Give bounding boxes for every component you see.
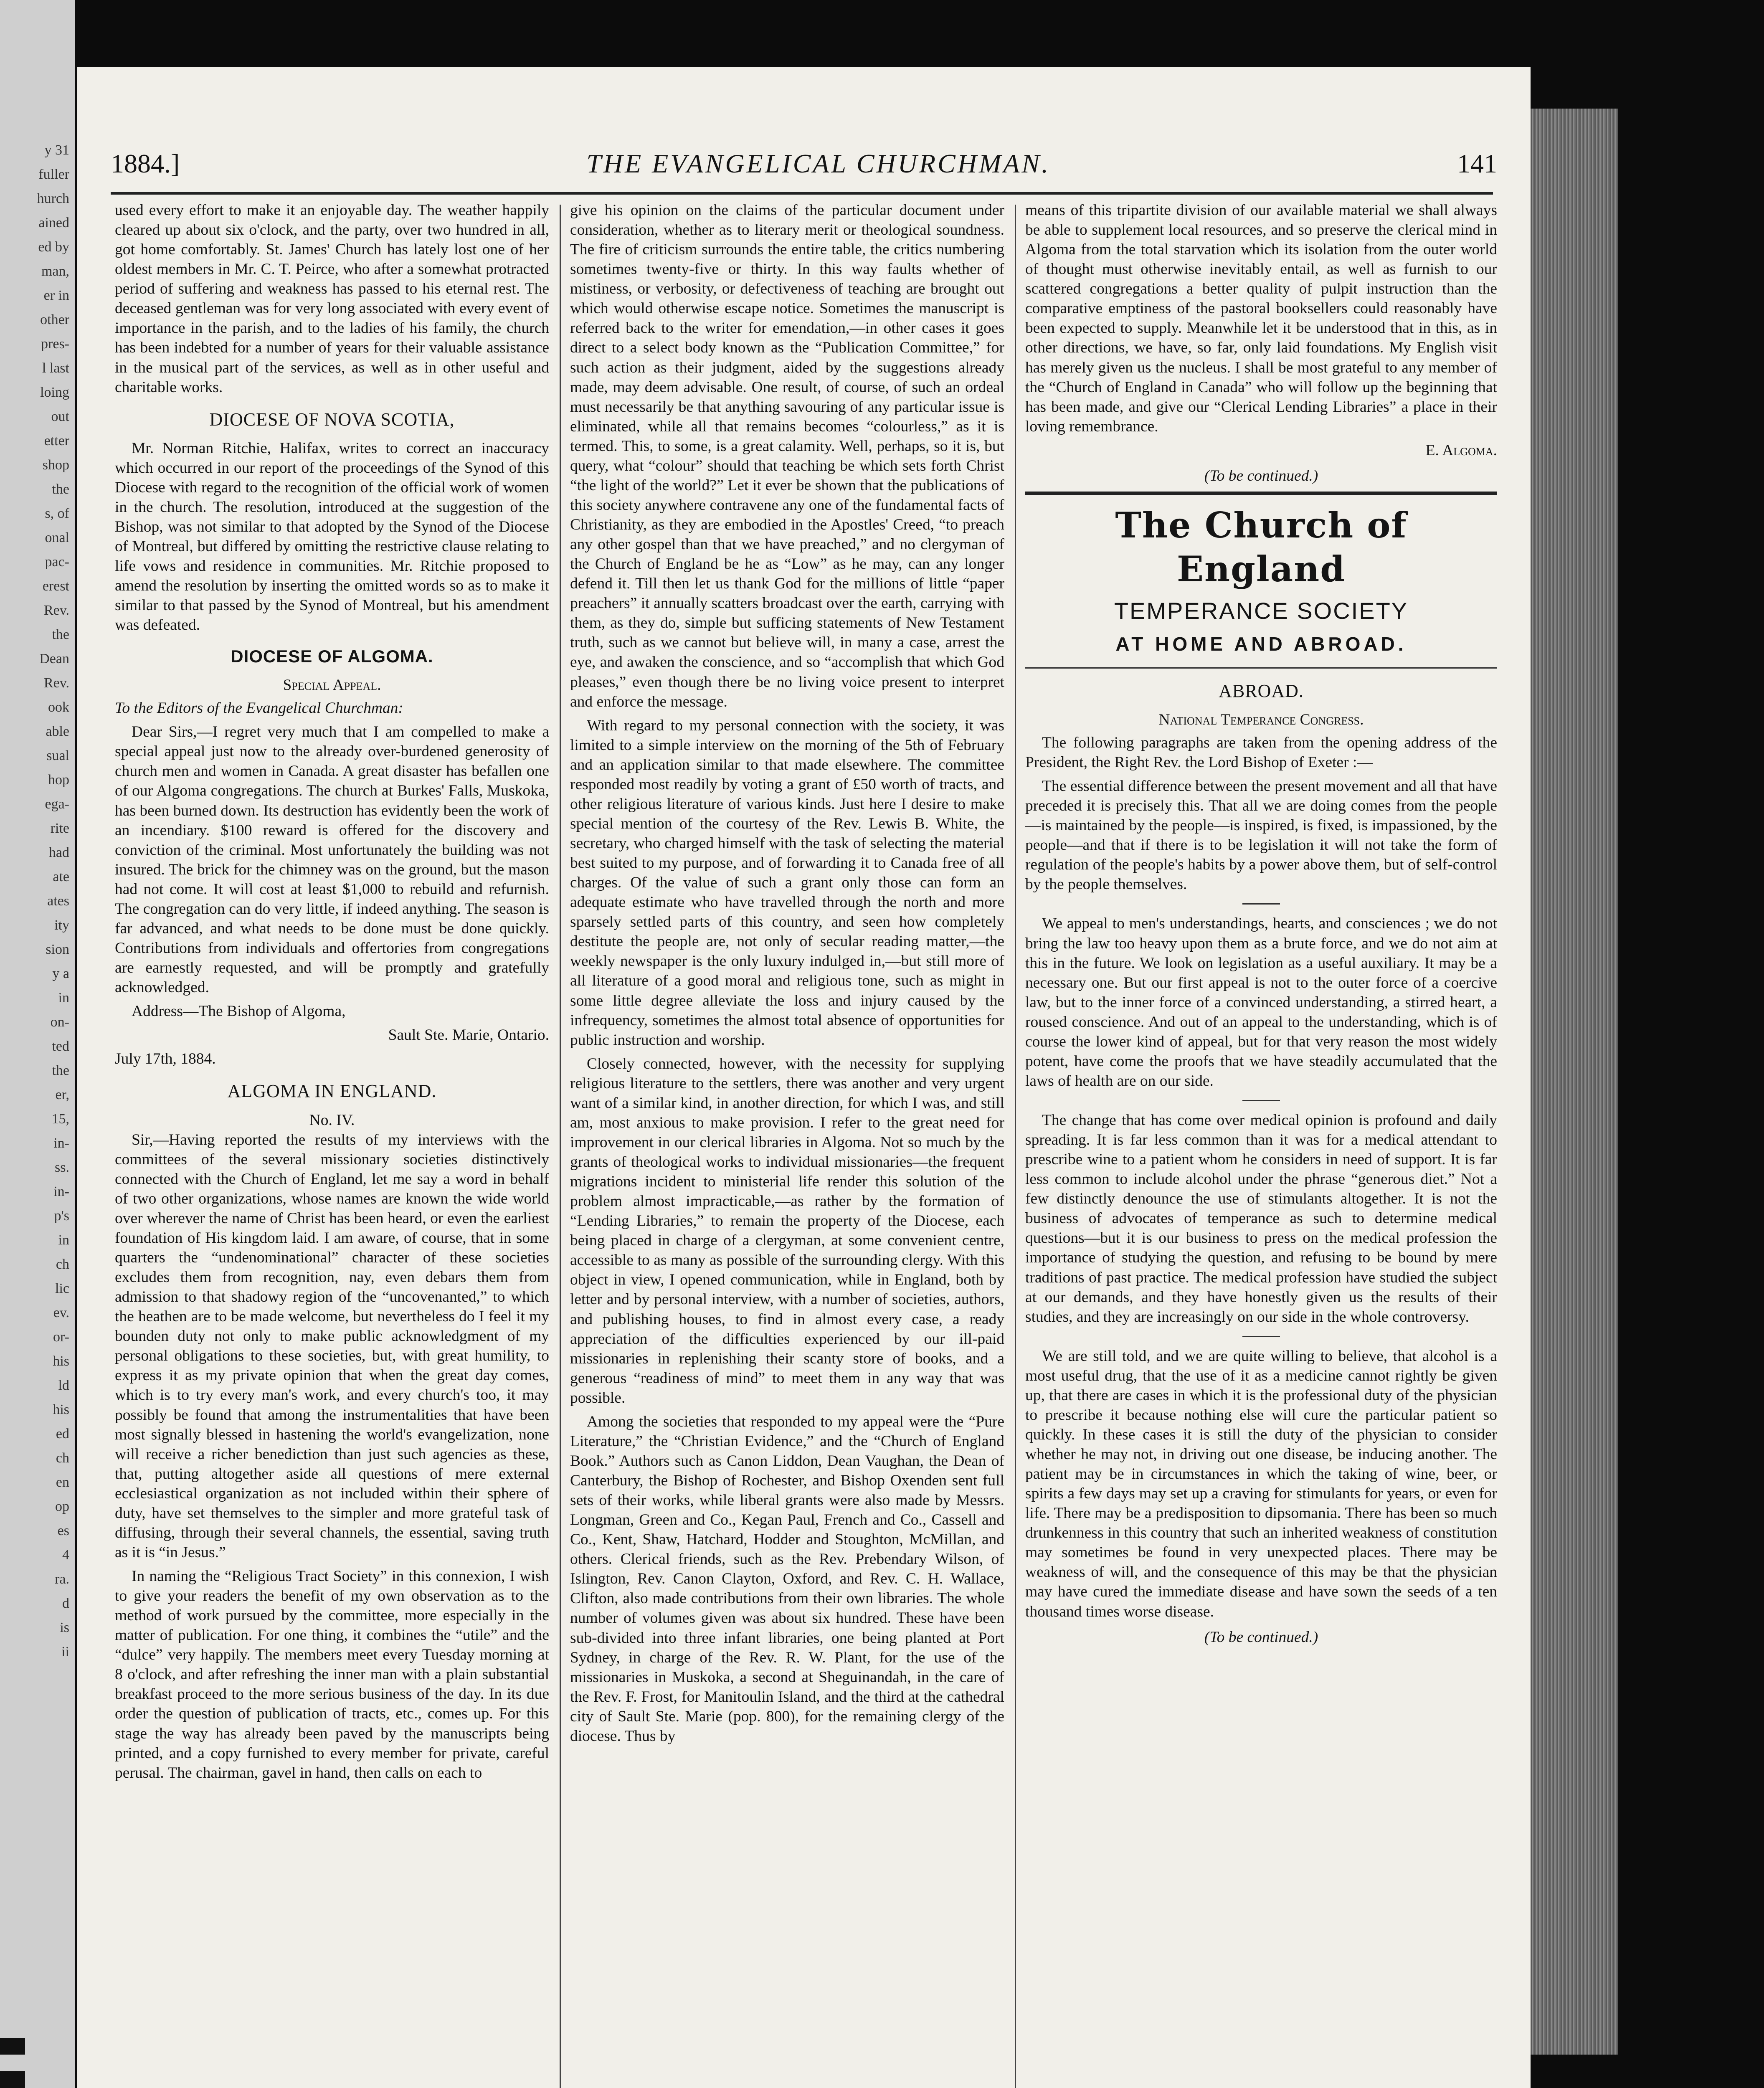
edge-fragment: ega-	[45, 796, 69, 812]
paragraph: The essential difference between the present movement and all that have preceded it is precisely this. That all we are doing comes from the people—is maintained by the people—is inspired, is fixed, is impassioned, by the people—and that if there is to be legislation it will not take the form of regulation of the people's habits by a power above them, but of self-control by the people themselves.	[1025, 778, 1497, 893]
paragraph: Closely connected, however, with the necessity for supplying religious literature to the settlers, there was another and very urgent want of a similar kind, in another direction, for which I was, and still am, most anxious to make provision. I refer to the great need for improvement in our clerical libraries in Algoma. Not so much by the grants of theological works to individual missionaries—the frequent migrations incident to ministerial life render this solution of the problem almost impracticable,—as rather by the formation of “Lending Libraries,” to remain the property of the Diocese, each being placed in charge of a clergyman, at some convenient centre, accessible to as many as possible of the surrounding clergy. With this object in view, I opened communication, while in England, both by letter and by personal interview, with a number of societies, authors, and publishing houses, to find in almost every case, a ready appreciation of the difficulties experienced by our ill-paid missionaries in replenishing their scanty store of books, and a generous “readiness of mind” to meet them in any way that was possible.	[570, 1055, 1004, 1406]
subheading: National Temperance Congress.	[1158, 711, 1364, 728]
edge-fragment: ev.	[53, 1305, 69, 1320]
edge-fragment: pres-	[41, 336, 69, 352]
paragraph: Among the societies that responded to my appeal were the “Pure Literature,” the “Christian Evidence,” and the “Church of England Book.” Authors such as Canon Liddon, Dean Vaughan, the Dean of Canterbury, the Bishop of Rochester, and Bishop Oxenden sent full sets of their works, while liberal grants were also made by Messrs. Longman, Green and Co., Kegan Paul, French and Co., Cassell and Co., Kent, Shaw, Hatchard, Hodder and Stoughton, McMillan, and others. Clerical friends, such as the Rev. Prebendary Wilson, of Islington, Rev. Canon Clayton, Oxford, and Rev. C. H. Wallace, Clifton, also made contributions from their own libraries. The whole number of volumes given was about six hundred. These have been sub-divided into three infant libraries, one being planted at Port Sydney, in charge of the Rev. R. W. Plant, for the use of the missionaries in Muskoka, a second at Sheguinandah, in the care of the Rev. F. Frost, for Manitoulin Island, and the third at the cathedral city of Sault Ste. Marie (pop. 800), for the remaining clergy of the diocese. Thus by	[570, 1413, 1004, 1745]
edge-fragment: op	[55, 1499, 69, 1514]
header-date: 1884.]	[111, 149, 180, 178]
edge-fragment: 15,	[51, 1111, 69, 1127]
separator	[1242, 1100, 1280, 1101]
salutation: To the Editors of the Evangelical Churchman:	[115, 699, 403, 717]
header-rule	[111, 192, 1493, 195]
edge-fragment: ch	[56, 1257, 69, 1272]
edge-fragment: in	[58, 990, 69, 1006]
edge-fragment: etter	[44, 433, 69, 449]
edge-fragment: is	[60, 1620, 69, 1635]
edge-fragment: er in	[43, 288, 69, 303]
edge-fragment: ook	[48, 699, 69, 715]
edge-fragment: in	[58, 1232, 69, 1248]
edge-fragment: shop	[42, 457, 69, 473]
edge-fragment: p's	[54, 1208, 69, 1224]
paragraph: We appeal to men's understandings, hearts, and consciences ; we do not bring the law too heavy upon them as a brute force, and we do not aim at this in the future. We look on legislation as a useful auxiliary. It may be a necessary one. But our first appeal is not to the outer force of a coercive law, but to the inner force of a convinced understanding, a stirred heart, a roused conscience. And out of an appeal to the understanding, which is of course the lower kind of appeal, but for that very reason the most widely potent, have come the proofs that we have steadily accumulated that the laws of health are on our side.	[1025, 915, 1497, 1090]
edge-fragment: es	[57, 1523, 69, 1538]
paragraph: The change that has come over medical opinion is profound and daily spreading. It is far less common than it was for a medical attendant to prescribe wine to a patient whom he considers in need of support. It is far less common to include alcohol under the phrase “generous diet.” Not a few distinctly denounce the use of stimulants altogether. It is not the business of advocates of temperance as such to determine medical questions—but it is our business to press on the medical profession the importance of studying the question, and refusing to be bound by mere traditions of past practice. The medical profession have studied the subject at our demands, and they have honestly given us the results of their studies, and they are increasingly on our side in the whole controversy.	[1025, 1112, 1497, 1325]
edge-fragment: d	[62, 1596, 69, 1611]
edge-fragment: er,	[55, 1087, 69, 1102]
section-heading: DIOCESE OF NOVA SCOTIA,	[209, 409, 455, 430]
column-divider	[1015, 205, 1016, 2088]
edge-fragment: his	[53, 1353, 69, 1369]
edge-fragment: ate	[53, 869, 69, 884]
edge-fragment: ch	[56, 1450, 69, 1466]
separator	[1242, 1336, 1280, 1337]
column-1	[115, 200, 549, 1787]
page-number: 141	[1457, 149, 1497, 178]
edge-fragment: hop	[48, 772, 69, 788]
edge-fragment: en	[56, 1475, 69, 1490]
edge-fragment: erest	[42, 578, 69, 594]
paragraph: The following paragraphs are taken from the opening address of the President, the Right Rev. the Lord Bishop of Exeter :—	[1025, 734, 1497, 771]
edge-fragment: ii	[61, 1644, 69, 1660]
edge-fragment: ss.	[55, 1160, 69, 1175]
edge-fragment: had	[48, 845, 69, 860]
paragraph: With regard to my personal connection with the society, it was limited to a simple interview on the morning of the 5th of February and an application similar to that made elsewhere. The committee responded most readily by voting a grant of £50 worth of tracts, and other religious literature of various kinds. Just here I desire to make special mention of the courtesy of the Rev. Lewis B. White, the secretary, who charged himself with the task of selecting the material best suited to my purpose, and of forwarding it to Canada free of all charges. Of the value of such a grant only those can form an adequate estimate who have travelled through the north and more sparsely settled parts of this country, and seen how completely destitute the people are, not only of secular reading matter,—the weekly newspaper is the only luxury indulged in,—but still more of all literature of a good moral and religious tone, such as might in some little degree alleviate the loss and injury caused by the infrequency, sometimes the almost total absence of opportunities for public instruction and worship.	[570, 717, 1004, 1049]
section-heading: ABROAD.	[1219, 680, 1304, 701]
section-rule	[1025, 667, 1497, 669]
section-rule	[1025, 492, 1497, 495]
edge-fragment: in-	[53, 1135, 69, 1151]
binding-bar	[0, 2071, 25, 2088]
paragraph: In naming the “Religious Tract Society” in this connexion, I wish to give your readers the benefit of my own observation as to the method of work pursued by the committee, more especially in the matter of publication. For one thing, it combines the “utile” and the “dulce” very happily. The members meet every Tuesday morning at 8 o'clock, and after refreshing the inner man with a plain substantial breakfast proceed to the more serious business of the day. In its due order the question of publication of tracts, etc., comes up. For this stage the way has already been paved by the manuscripts being printed, and a copy furnished to every member for private, careful perusal. The chairman, gavel in hand, then calls on each to	[115, 1568, 549, 1781]
edge-fragment: man,	[41, 264, 69, 279]
edge-fragment: in-	[53, 1184, 69, 1199]
temperance-masthead-title: The Church of England	[1115, 504, 1407, 590]
edge-fragment: 4	[62, 1547, 69, 1563]
masthead-title: THE EVANGELICAL CHURCHMAN.	[586, 149, 1051, 178]
section-heading: DIOCESE OF ALGOMA.	[231, 646, 433, 666]
edge-fragment: the	[52, 627, 69, 642]
column-divider	[560, 205, 561, 2088]
edge-fragment: Rev.	[43, 675, 69, 691]
temperance-masthead-tagline: AT HOME AND ABROAD.	[1115, 633, 1407, 655]
edge-fragment: onal	[45, 530, 69, 545]
separator	[1242, 903, 1280, 905]
paragraph: give his opinion on the claims of the particular document under consideration, whether as to literary merit or theological soundness. The fire of criticism surrounds the entire table, the critics numbering sometimes twenty-five or thirty. In this way faults whether of mistiness, or verbosity, or defectiveness of teaching are brought out which would otherwise escape notice. Sometimes the manuscript is referred back to the writer for emendation,—in other cases it goes direct to a select body known as the “Publication Committee,” for such action as their judgment, aided by the suggestions already made, may deem advisable. One result, of course, of such an ordeal must necessarily be that anything savouring of any particular issue is eliminated, while all that remains becomes “colourless,” as it is termed. This, to some, is a great calamity. Well, perhaps, so it is, but query, what “colour” should that teaching be which sets forth Christ “the light of the world?” Let it ever be shown that the publications of this society anywhere contravene any one of the fundamental facts of Christianity, as they are embodied in the Apostles' Creed, “to preach any other gospel than that we have preached,” and no clergyman of the Church of England be he as “Low” as he may, can any longer defend it. Till then let us thank God for the millions of little “paper preachers” it annually scatters broadcast over the earth, carrying with them, as they do, simple but sufficing statements of New Testament truth, such as we cannot but believe will, in many a case, arrest the eye, and awaken the conscience, and so “accomplish that which God pleases,” even though there be no living voice present to interpret and enforce the message.	[570, 202, 1004, 710]
edge-fragment: his	[53, 1402, 69, 1417]
edge-fragment: ained	[38, 215, 69, 231]
edge-fragment: lic	[55, 1281, 69, 1296]
edge-fragment: ra.	[55, 1571, 69, 1587]
edge-fragment: l last	[42, 360, 69, 376]
edge-fragment: out	[51, 409, 69, 424]
edge-fragment: the	[52, 481, 69, 497]
series-number: No. IV.	[309, 1111, 355, 1129]
paragraph: Sir,—Having reported the results of my interviews with the committees of the several missionary societies distinctively connected with the Church of England, let me say a word in behalf of two other organizations, whose names are known the wide world over wherever the name of Christ has been heard, or even the earliest foundation of His kingdom laid. I am aware, of course, that in some quarters the “undenominational” character of these societies excludes them from recognition, nay, even debars them from admission to that shadowy region of the “uncovenanted,” to which the heathen are to be made welcome, but nevertheless do I feel it my bounden duty not only to make public acknowledgment of my personal obligations to these societies, but, with great humility, to express it as my private opinion that when the great day comes, which is to try every man's work, and every church's too, it may possibly be found that among the instrumentalities that have been most signally blessed in hastening the world's evangelization, none will receive a richer benediction than just such agencies as these, that, putting altogether aside all questions of mere external ecclesiastical organization as not included within their sphere of duty, have set themselves to the simpler and more grateful task of diffusing, through their several channels, the essential, saving truth as it is “in Jesus.”	[115, 1131, 549, 1561]
adjacent-page-edge	[0, 0, 75, 2088]
binding-bar	[0, 2038, 25, 2055]
column-2	[570, 200, 1004, 1750]
edge-fragment: on-	[50, 1014, 69, 1030]
edge-fragment: other	[40, 312, 69, 327]
edge-fragment: rite	[50, 821, 69, 836]
signature: E. Algoma.	[1425, 441, 1497, 459]
paragraph: Mr. Norman Ritchie, Halifax, writes to correct an inaccuracy which occurred in our report of the proceedings of the Synod of this Diocese with regard to the recognition of the official work of women in the church. The resolution, introduced at the suggestion of the Bishop, was not similar to that adopted by the Synod of the Diocese of Montreal, but differed by omitting the restrictive clause relating to life vows and residence in communities. Mr. Ritchie proposed to amend the resolution by inserting the omitted words so as to make it similar to that passed by the Synod of Montreal, but his amendment was defeated.	[115, 439, 549, 634]
edge-fragment: hurch	[37, 191, 69, 206]
dateline: July 17th, 1884.	[115, 1050, 216, 1068]
edge-fragment: ed by	[38, 239, 69, 255]
edge-fragment: ity	[54, 917, 69, 933]
edge-fragment: Rev.	[43, 603, 69, 618]
edge-fragment: pac-	[45, 554, 69, 570]
address-place: Sault Ste. Marie, Ontario.	[388, 1026, 549, 1044]
edge-fragment: y 31	[44, 142, 69, 158]
page-header	[111, 148, 1497, 190]
book-page-edge	[1531, 109, 1618, 2055]
subheading: Special Appeal.	[283, 677, 381, 694]
edge-fragment: ld	[58, 1378, 69, 1393]
edge-fragment: ted	[52, 1039, 69, 1054]
edge-fragment: ed	[56, 1426, 69, 1442]
paragraph: Dear Sirs,—I regret very much that I am compelled to make a special appeal just now to the already over-burdened generosity of church men and women in Canada. A great disaster has befallen one of our Algoma congregations. The church at Burkes' Falls, Muskoka, has been burned down. Its destruction has evidently been the work of an incendiary. $100 reward is offered for the discovery and conviction of the criminal. Most unfortunately the building was not insured. The brick for the chimney was on the ground, but the mason had not come. It will cost at least $1,000 to rebuild and refurnish. The congregation can do very little, if indeed anything. The season is far advanced, and what needs to be done must be done quickly. Contributions from individuals and offertories from congregations are earnestly requested, and will be promptly and gratefully acknowledged.	[115, 723, 549, 996]
column-3	[1025, 200, 1497, 1647]
edge-fragment: loing	[40, 385, 69, 400]
edge-fragment: y a	[52, 966, 69, 981]
edge-fragment: or-	[53, 1329, 69, 1345]
edge-fragment: sual	[46, 748, 69, 763]
edge-fragment: fuller	[38, 167, 69, 182]
paragraph: used every effort to make it an enjoyable day. The weather happily cleared up about six o'clock, and the party, over two hundred in all, got home comfortably. St. James' Church has lately lost one of her oldest members in Mr. C. T. Peirce, who after a somewhat protracted period of suffering and weakness has passed to his eternal rest. The deceased gentleman was for very long associated with every event of importance in the parish, and to the ladies of his family, the church has been indebted for a number of years for their valuable assistance in the musical part of the services, as well as in other useful and charitable works.	[115, 202, 549, 396]
continued-note: (To be continued.)	[1204, 1628, 1318, 1646]
edge-fragment: s, of	[45, 506, 69, 521]
edge-fragment: Dean	[39, 651, 69, 666]
paragraph: We are still told, and we are quite willing to believe, that alcohol is a most useful drug, that the use of it as a medicine cannot rightly be given up, that there are cases in which it is the professional duty of the physician to prescribe it because nothing else will cure the particular patient so quickly. In these cases it is still the duty of the physician to consider whether he may not, in driving out one disease, be inducing another. The patient may be in circumstances in which the taking of wine, beer, or spirits a few days may set up a craving for stimulants for years, or even for life. There may be a predisposition to dipsomania. There has been so much drunkenness in this country that such an inherited weakness of constitution may sometimes be found in very unexpected places. There may be weakness of will, and the consequence of this may be that the physician may have cured the immediate disease and have sown the seeds of a ten thousand times worse disease.	[1025, 1347, 1497, 1620]
temperance-masthead-subtitle: TEMPERANCE SOCIETY	[1114, 597, 1409, 624]
section-heading: ALGOMA IN ENGLAND.	[227, 1081, 437, 1102]
edge-fragment: ates	[47, 893, 69, 909]
newspaper-page	[77, 67, 1531, 2088]
address-line: Address—The Bishop of Algoma,	[132, 1003, 346, 1020]
edge-fragment: the	[52, 1063, 69, 1078]
continued-note: (To be continued.)	[1204, 467, 1318, 484]
edge-fragment: sion	[46, 942, 69, 957]
paragraph: means of this tripartite division of our available material we shall always be able to supplement local resources, and so preserve the clerical mind in Algoma from the total starvation which its isolation from the outer world of thought must otherwise inevitably entail, as well as furnish to our scattered congregations a better quality of pulpit instruction than the comparative emptiness of the pastoral booksellers could reasonably have been expected to supply. Meanwhile let it be understood that in this, as in other directions, we have, so far, only laid foundations. My English visit has merely given us the nucleus. I shall be most grateful to any member of the “Church of England in Canada” who will follow up the beginning that has been made, and give our “Clerical Lending Libraries” a place in their loving remembrance.	[1025, 202, 1497, 435]
edge-fragment: able	[46, 724, 69, 739]
